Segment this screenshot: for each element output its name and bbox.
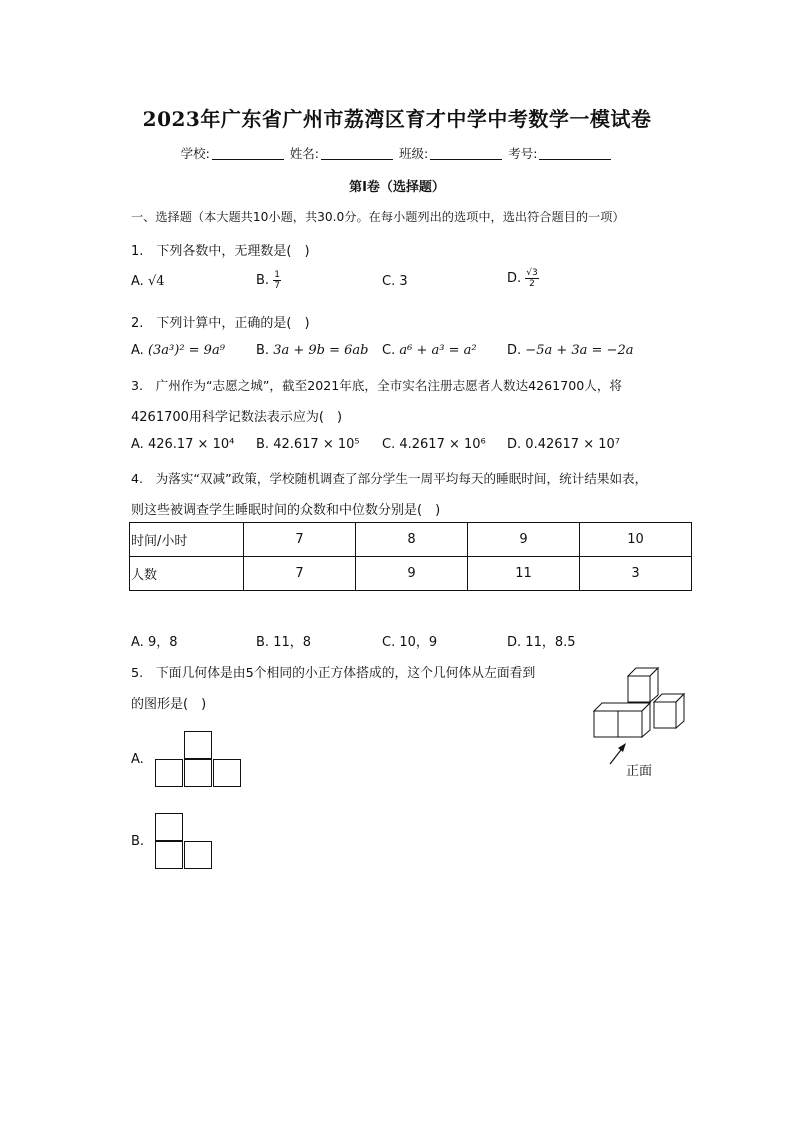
q1-b-numerator: 1 (274, 270, 280, 280)
q1-a-value: √4 (147, 274, 165, 289)
table-cell: 人数 (130, 557, 244, 591)
q3-a-label: A. (131, 437, 144, 452)
square-cell (184, 759, 212, 787)
q1-option-b (256, 270, 281, 291)
q4-option-d (507, 631, 576, 650)
table-cell: 10 (580, 523, 692, 557)
front-view-label: 正面 (626, 764, 653, 779)
q4-a-value: 9，8 (147, 635, 178, 650)
square-cell (184, 731, 212, 759)
class-label: 班级: (398, 146, 429, 161)
table-cell: 3 (580, 557, 692, 591)
q3-option-c (382, 437, 486, 452)
q3-d-value: 0.42617 × 10⁷ (525, 437, 620, 452)
q2-option-b (256, 343, 368, 358)
q4-option-a (131, 631, 177, 650)
square-cell (155, 759, 183, 787)
q3-a-value: 426.17 × 10⁴ (147, 437, 235, 452)
q1-stem: 1. 下列各数中，无理数是( ) (131, 244, 310, 259)
q3-stem-line1: 3. 广州作为“志愿之城”，截至2021年底，全市实名注册志愿者人数达4261700人，将 (131, 378, 623, 393)
q3-stem-line2: 4261700用科学记数法表示应为( ) (131, 410, 343, 425)
q4-b-label: B. (256, 635, 270, 650)
q2-stem: 2. 下列计算中，正确的是( ) (131, 316, 310, 331)
q1-d-label: D. (507, 271, 522, 286)
q2-d-label: D. (507, 343, 522, 358)
table-row (130, 523, 692, 557)
q4-c-value: 10，9 (399, 635, 438, 650)
q2-b-label: B. (256, 343, 270, 358)
number-blank (539, 147, 611, 160)
q2-option-c (382, 343, 477, 358)
q2-c-label: C. (382, 343, 396, 358)
q1-a-label: A. (131, 274, 144, 289)
q3-option-a (131, 437, 234, 452)
exam-title: 2023年广东省广州市荔湾区育才中学中考数学一模试卷 (142, 107, 652, 131)
q3-option-d (507, 437, 620, 452)
q3-option-b (256, 437, 360, 452)
name-label: 姓名: (289, 146, 319, 161)
sleep-time-table (129, 522, 692, 591)
q2-a-value: (3a³)² = 9a⁹ (147, 343, 225, 358)
q5-stem-line2: 的图形是( ) (131, 697, 207, 712)
q2-a-label: A. (131, 343, 144, 358)
table-cell: 9 (356, 557, 468, 591)
table-row (130, 557, 692, 591)
q1-c-label: C. (382, 274, 396, 289)
table-cell: 8 (356, 523, 468, 557)
q5-b-label: B. (131, 834, 145, 849)
q4-a-label: A. (131, 635, 144, 650)
q4-d-label: D. (507, 635, 522, 650)
q1-d-numerator: √3 (526, 268, 538, 278)
q1-b-denominator: 7 (274, 281, 280, 291)
class-blank (430, 147, 502, 160)
q2-b-value: 3a + 9b = 6ab (273, 343, 369, 358)
q4-option-b (256, 631, 311, 650)
q2-option-d (507, 343, 633, 358)
q1-d-denominator: 2 (529, 279, 535, 289)
q1-option-a (131, 274, 165, 289)
front-arrow-head (618, 743, 626, 752)
q2-c-value: a⁶ + a³ = a² (399, 343, 477, 358)
table-cell: 7 (244, 523, 356, 557)
q3-c-value: 4.2617 × 10⁶ (399, 437, 486, 452)
q5-a-label: A. (131, 752, 144, 767)
q4-option-c (382, 631, 437, 650)
square-cell (213, 759, 241, 787)
table-cell: 11 (468, 557, 580, 591)
number-label: 考号: (508, 146, 538, 161)
q4-stem-line1: 4. 为落实“双减”政策，学校随机调查了部分学生一周平均每天的睡眠时间，统计结果如表， (131, 471, 648, 486)
q1-c-value: 3 (399, 274, 408, 289)
q1-option-d (507, 268, 539, 289)
q4-stem-line2: 则这些被调查学生睡眠时间的众数和中位数分别是( ) (131, 503, 441, 518)
q1-option-c (382, 274, 408, 289)
q4-c-label: C. (382, 635, 396, 650)
student-info-line (0, 144, 794, 162)
square-cell (155, 841, 183, 869)
school-label: 学校: (180, 146, 210, 161)
section-title: 一、选择题（本大题共10小题，共30.0分。在每小题列出的选项中，选出符合题目的一项） (131, 210, 625, 224)
q3-b-label: B. (256, 437, 270, 452)
q4-d-value: 11，8.5 (525, 635, 576, 650)
table-cell: 7 (244, 557, 356, 591)
square-cell (155, 813, 183, 841)
table-cell: 时间/小时 (130, 523, 244, 557)
name-blank (321, 147, 393, 160)
q3-c-label: C. (382, 437, 396, 452)
q3-d-label: D. (507, 437, 522, 452)
q4-b-value: 11，8 (273, 635, 312, 650)
square-cell (184, 841, 212, 869)
q5-stem-line1: 5. 下面几何体是由5个相同的小正方体搭成的，这个几何体从左面看到 (131, 666, 536, 681)
table-cell: 9 (468, 523, 580, 557)
volume-title: 第Ⅰ卷（选择题） (349, 180, 445, 195)
q1-b-label: B. (256, 273, 270, 288)
q2-d-value: −5a + 3a = −2a (525, 343, 634, 358)
q3-b-value: 42.617 × 10⁵ (273, 437, 360, 452)
school-blank (212, 147, 284, 160)
q2-option-a (131, 343, 225, 358)
